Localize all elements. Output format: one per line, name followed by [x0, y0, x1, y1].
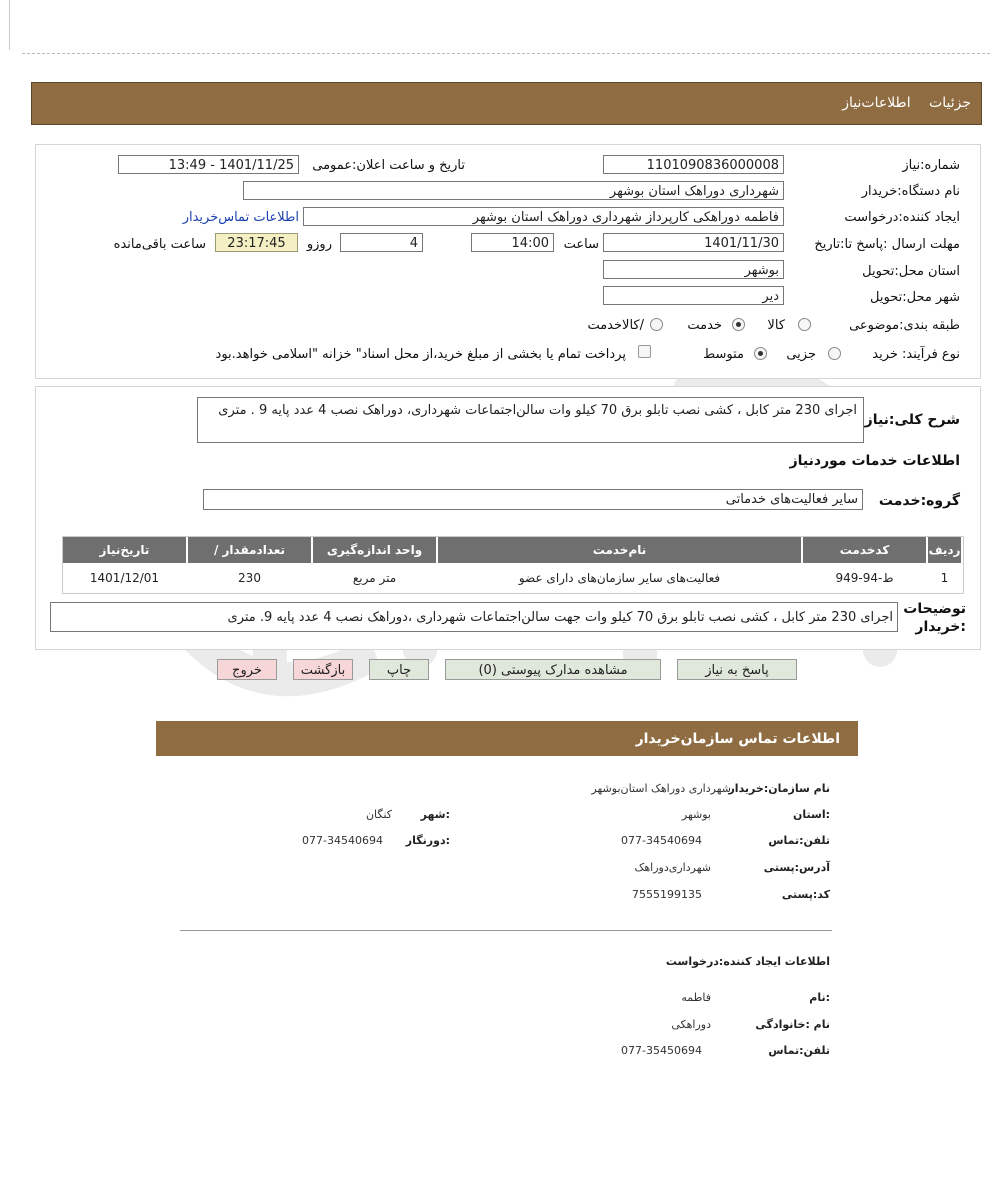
buyer-notes-label-2: :خریدار: [915, 619, 966, 635]
radio-goods[interactable]: [798, 318, 811, 331]
remaining-time-field: 23:17:45: [215, 233, 298, 252]
contact-header-bar: [156, 721, 858, 756]
requester-phone-value: 077-35450694: [621, 1044, 702, 1057]
radio-medium[interactable]: [754, 347, 767, 360]
buyer-contact-link[interactable]: اطلاعات تماس‌خریدار: [182, 210, 299, 225]
contact-postal-value: 7555199135: [632, 888, 702, 901]
contact-fax-value: 077-34540694: [302, 834, 383, 847]
services-title: اطلاعات خدمات موردنیاز: [789, 453, 960, 469]
time-label: ساعت: [563, 237, 599, 252]
radio-partial-label: جزیی: [786, 347, 816, 362]
contact-fax-label: :دورنگار: [405, 834, 450, 847]
group-field: سایر فعالیت‌های خدماتی: [203, 489, 863, 510]
th-quantity: / تعدادمقدار: [188, 537, 311, 563]
contact-org-label: نام سازمان:خریدار: [728, 782, 830, 795]
requester-title: اطلاعات ایجاد کننده:درخواست: [665, 955, 830, 968]
need-info-link[interactable]: اطلاعات‌نیاز: [842, 95, 911, 111]
th-code: کدخدمت: [803, 537, 926, 563]
contact-phone-label: تلفن:تماس: [768, 834, 830, 847]
days-label: روزو: [306, 237, 332, 252]
th-unit: واحد اندازه‌گیری: [313, 537, 436, 563]
payment-text: پرداخت تمام یا بخشی از مبلغ خرید،از محل اسناد" خزانه "اسلامی خواهد.بود: [215, 347, 626, 362]
table-cell: ط-94-949: [835, 571, 894, 585]
reply-button[interactable]: پاسخ به نیاز: [677, 659, 797, 680]
contact-address-label: آدرس:پستی: [763, 861, 830, 874]
need-number-label: شماره:نیاز: [902, 158, 960, 173]
th-name: نام‌خدمت: [438, 537, 801, 563]
group-label: گروه:خدمت: [878, 493, 960, 509]
table-cell: متر مربع: [352, 571, 397, 585]
left-border-line: [9, 0, 10, 50]
radio-service[interactable]: [732, 318, 745, 331]
contact-city-value: کنگان: [365, 808, 392, 821]
need-info-panel: [35, 144, 981, 379]
need-number-field: 1101090836000008: [603, 155, 784, 174]
requester-phone-label: تلفن:تماس: [768, 1044, 830, 1057]
page-header-bar: [31, 82, 982, 125]
radio-goods-service[interactable]: [650, 318, 663, 331]
buyer-org-field: شهرداری دوراهک استان بوشهر: [243, 181, 784, 200]
contact-city-label: :شهر: [420, 808, 450, 821]
contact-title: اطلاعات تماس سازمان‌خریدار: [635, 731, 840, 747]
table-cell: 230: [238, 571, 261, 585]
city-field: دیر: [603, 286, 784, 305]
contact-postal-label: کد:پستی: [781, 888, 830, 901]
announce-field: 1401/11/25 - 13:49: [118, 155, 299, 174]
requester-family-value: دوراهکی: [671, 1018, 711, 1031]
buyer-org-label: نام دستگاه:خریدار: [861, 184, 960, 199]
province-label: استان محل:تحویل: [862, 264, 960, 279]
deadline-label: مهلت ارسال :پاسخ تا:تاریخ: [814, 237, 960, 252]
requester-name-label: :نام: [809, 991, 830, 1004]
contact-address-value: شهرداری‌دوراهک: [634, 861, 711, 874]
section-divider: [180, 930, 832, 931]
buyer-notes-label-1: توضیحات: [903, 601, 966, 617]
dotted-divider: [22, 53, 990, 54]
days-field: 4: [340, 233, 423, 252]
category-label: طبقه بندی:موضوعی: [849, 318, 960, 333]
radio-medium-label: متوسط: [703, 347, 744, 362]
contact-org-value: شهرداری دوراهک استان‌بوشهر: [591, 782, 731, 795]
payment-checkbox[interactable]: [638, 345, 651, 358]
radio-partial[interactable]: [828, 347, 841, 360]
requester-name-value: فاطمه: [681, 991, 711, 1004]
remaining-label: ساعت باقی‌مانده: [113, 237, 206, 252]
radio-goods-label: کالا: [767, 318, 785, 333]
view-docs-button[interactable]: مشاهده مدارک پیوستی (0): [445, 659, 661, 680]
radio-service-label: خدمت: [687, 318, 722, 333]
table-cell: فعالیت‌های سایر سازمان‌های دارای عضو: [518, 571, 721, 585]
contact-province-label: :استان: [793, 808, 830, 821]
deadline-date-field: 1401/11/30: [603, 233, 784, 252]
province-field: بوشهر: [603, 260, 784, 279]
th-date: تاریخ‌نیاز: [63, 537, 186, 563]
buyer-notes-text: اجرای 230 متر کابل ، کشی نصب تابلو برق 70 کیلو وات جهت سالن‌اجتماعات شهرداری ،دوراهک نصب 4 عدد پایه 9. متری: [50, 602, 898, 632]
th-row: ردیف: [928, 537, 961, 563]
radio-goods-service-label: /کالاخدمت: [587, 318, 644, 333]
back-button[interactable]: بازگشت: [293, 659, 353, 680]
contact-phone-value: 077-34540694: [621, 834, 702, 847]
print-button[interactable]: چاپ: [369, 659, 429, 680]
description-label: شرح کلی:نیاز: [864, 412, 960, 428]
description-text: اجرای 230 متر کابل ، کشی نصب تابلو برق 70 کیلو وات سالن‌اجتماعات شهرداری، دوراهک نصب 4 عدد پایه 9 . متری: [197, 397, 864, 443]
creator-field: فاطمه دوراهکی کارپرداز شهرداری دوراهک استان بوشهر: [303, 207, 784, 226]
details-link[interactable]: جزئیات: [929, 95, 971, 111]
table-cell: 1401/12/01: [89, 571, 160, 585]
process-label: نوع فرآیند: خرید: [872, 347, 960, 362]
requester-family-label: نام :خانوادگی: [755, 1018, 830, 1031]
creator-label: ایجاد کننده:درخواست: [844, 210, 960, 225]
table-cell: 1: [940, 571, 949, 585]
contact-province-value: بوشهر: [681, 808, 711, 821]
announce-label: تاریخ و ساعت اعلان:عمومی: [312, 158, 465, 173]
deadline-time-field: 14:00: [471, 233, 554, 252]
exit-button[interactable]: خروج: [217, 659, 277, 680]
city-label: شهر محل:تحویل: [870, 290, 960, 305]
